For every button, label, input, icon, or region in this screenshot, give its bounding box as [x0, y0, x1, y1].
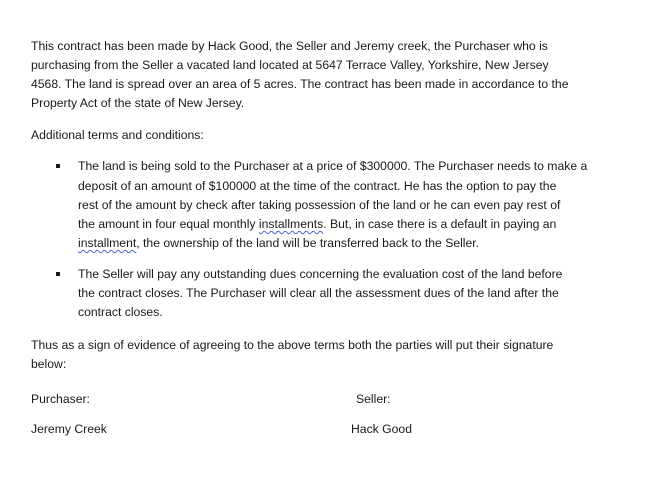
term-text: . But, in case there is a default in paying an	[323, 216, 557, 231]
seller-name: Hack Good	[351, 422, 412, 437]
closing-paragraph	[31, 336, 631, 374]
purchaser-label: Purchaser:	[31, 392, 90, 407]
intro-paragraph	[31, 37, 631, 113]
terms-heading: Additional terms and conditions:	[31, 128, 204, 143]
terms-list	[31, 157, 631, 322]
seller-label: Seller:	[356, 392, 391, 407]
closing-line: below:	[31, 357, 67, 372]
term-line: deposit of an amount of $100000 at the time of the contract. He has the option to pay the	[78, 178, 557, 193]
signature-names-row	[31, 419, 631, 439]
term-line: contract closes.	[78, 305, 163, 320]
square-bullet-icon	[56, 272, 60, 276]
purchaser-name: Jeremy Creek	[31, 422, 107, 437]
intro-line: 4568. The land is spread over an area of 5 acres. The contract has been made in accordance to the	[31, 77, 569, 92]
spellcheck-word[interactable]: installments	[258, 216, 324, 231]
term-text: the amount in four equal monthly	[78, 216, 259, 231]
term-line: The Seller will pay any outstanding dues concerning the evaluation cost of the land before	[78, 266, 563, 281]
term-line: The land is being sold to the Purchaser at a price of $300000. The Purchaser needs to make a	[78, 159, 588, 174]
term-line	[78, 215, 631, 234]
contract-document	[31, 37, 631, 439]
term-line: the contract closes. The Purchaser will clear all the assessment dues of the land after the	[78, 286, 559, 301]
intro-line: purchasing from the Seller a vacated land located at 5647 Terrace Valley, Yorkshire, New Jersey	[31, 58, 549, 73]
spellcheck-word[interactable]: installment	[78, 235, 137, 250]
term-line: rest of the amount by check after taking possession of the land or he can even pay rest of	[78, 197, 561, 212]
term-text: , the ownership of the land will be transferred back to the Seller.	[136, 235, 480, 250]
term-item	[31, 157, 631, 252]
square-bullet-icon	[56, 164, 60, 168]
term-item	[31, 265, 631, 322]
closing-line: Thus as a sign of evidence of agreeing to the above terms both the parties will put their signature	[31, 338, 554, 353]
signature-labels-row	[31, 389, 631, 409]
term-line	[78, 234, 631, 253]
intro-line: Property Act of the state of New Jersey.	[31, 96, 245, 111]
intro-line: This contract has been made by Hack Good, the Seller and Jeremy creek, the Purchaser who is	[31, 39, 548, 53]
